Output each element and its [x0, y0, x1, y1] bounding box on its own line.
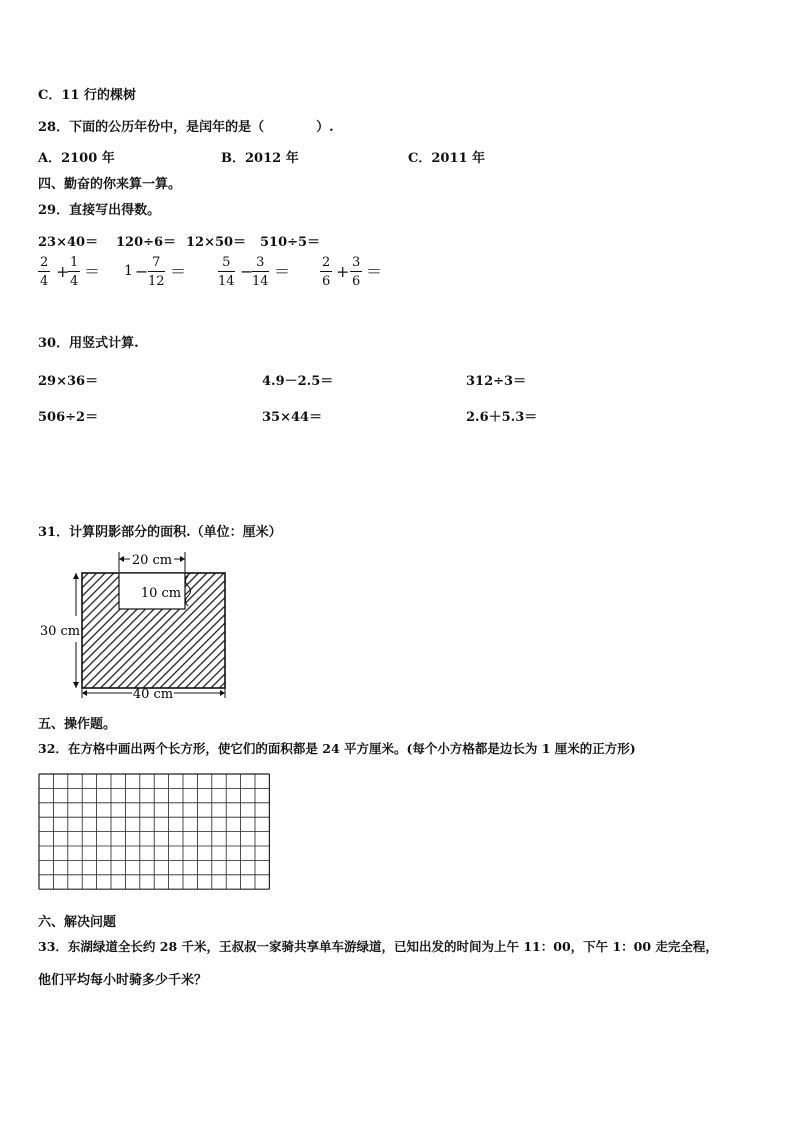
q31-question: 31．计算阴影部分的面积.（单位：厘米）	[38, 525, 282, 540]
q28-question: 28．下面的公历年份中，是闰年的是（ ）.	[38, 120, 334, 135]
q30-item-1: 29×36＝	[38, 374, 99, 389]
q29-fraction-3b: $\frac{3}{14}$	[252, 255, 269, 289]
q30-item-4: 506÷2＝	[38, 410, 99, 425]
q29-item-1: 23×40＝	[38, 235, 99, 250]
q29-fraction-4a: $\frac{2}{6}$	[322, 255, 331, 289]
q29-fraction-3-operator: −	[240, 262, 254, 281]
q29-fraction-1a: $\frac{2}{4}$	[40, 255, 49, 289]
q30-item-5: 35×44＝	[262, 410, 323, 425]
bottom-dimension-arrow-left	[82, 690, 87, 696]
top-dimension-label: 20 cm	[131, 553, 173, 568]
q29-item-4: 510÷5＝	[260, 235, 321, 250]
section-4-title: 四、勤奋的你来算一算。	[38, 177, 182, 192]
q29-item-2: 120÷6＝	[116, 235, 177, 250]
bottom-dimension-arrow-right	[220, 690, 225, 696]
q32-question: 32．在方格中画出两个长方形，使它们的面积都是 24 平方厘米。(每个小方格都是边长为 1 厘米的正方形)	[38, 741, 636, 756]
shaded-area-figure	[38, 546, 238, 706]
q29-fraction-4-equals: ＝	[366, 262, 383, 281]
q30-item-6: 2.6＋5.3＝	[466, 410, 538, 425]
q28-option-b: B．2012 年	[221, 151, 299, 166]
left-dimension-label: 30 cm	[39, 624, 81, 639]
q33-question-line-1: 33．东湖绿道全长约 28 千米，王叔叔一家骑共享单车游绿道，已知出发的时间为上午 11：00，下午 1：00 走完全程，	[38, 939, 718, 954]
q29-fraction-2-whole: 1	[124, 263, 133, 279]
q29-fraction-2: $\frac{7}{12}$	[148, 255, 165, 289]
q33-question-line-2: 他们平均每小时骑多少千米？	[38, 973, 208, 988]
section-6-title: 六、解决问题	[38, 915, 117, 930]
q30-item-3: 312÷3＝	[466, 374, 527, 389]
q28-option-a: A．2100 年	[38, 151, 115, 166]
left-dimension-arrow-top	[73, 573, 79, 579]
q29-fraction-1b: $\frac{1}{4}$	[70, 255, 79, 289]
bottom-dimension-label: 40 cm	[132, 687, 174, 702]
q29-fraction-1-equals: ＝	[84, 262, 101, 281]
q27-option-c: C．11 行的棵树	[38, 88, 136, 103]
q29-item-3: 12×50＝	[186, 235, 247, 250]
q29-fraction-1-operator: +	[56, 262, 70, 281]
q29-fraction-3-equals: ＝	[274, 262, 291, 281]
q29-fraction-2-equals: ＝	[170, 262, 187, 281]
q30-question: 30．用竖式计算.	[38, 336, 139, 351]
q29-fraction-3a: $\frac{5}{14}$	[218, 255, 235, 289]
cutout-dimension-label: 10 cm	[140, 586, 182, 601]
top-dimension-arrow-right	[180, 556, 185, 562]
q29-fraction-4-operator: +	[336, 262, 350, 281]
section-5-title: 五、操作题。	[38, 717, 117, 732]
q30-item-2: 4.9－2.5＝	[262, 374, 334, 389]
q29-fraction-2-operator: −	[135, 262, 149, 281]
q28-option-c: C．2011 年	[408, 151, 486, 166]
top-dimension-arrow-left	[119, 556, 124, 562]
q29-question: 29．直接写出得数。	[38, 203, 161, 218]
left-dimension-arrow-bottom	[73, 682, 79, 688]
drawing-grid[interactable]	[38, 773, 270, 897]
q29-fraction-4b: $\frac{3}{6}$	[352, 255, 361, 289]
